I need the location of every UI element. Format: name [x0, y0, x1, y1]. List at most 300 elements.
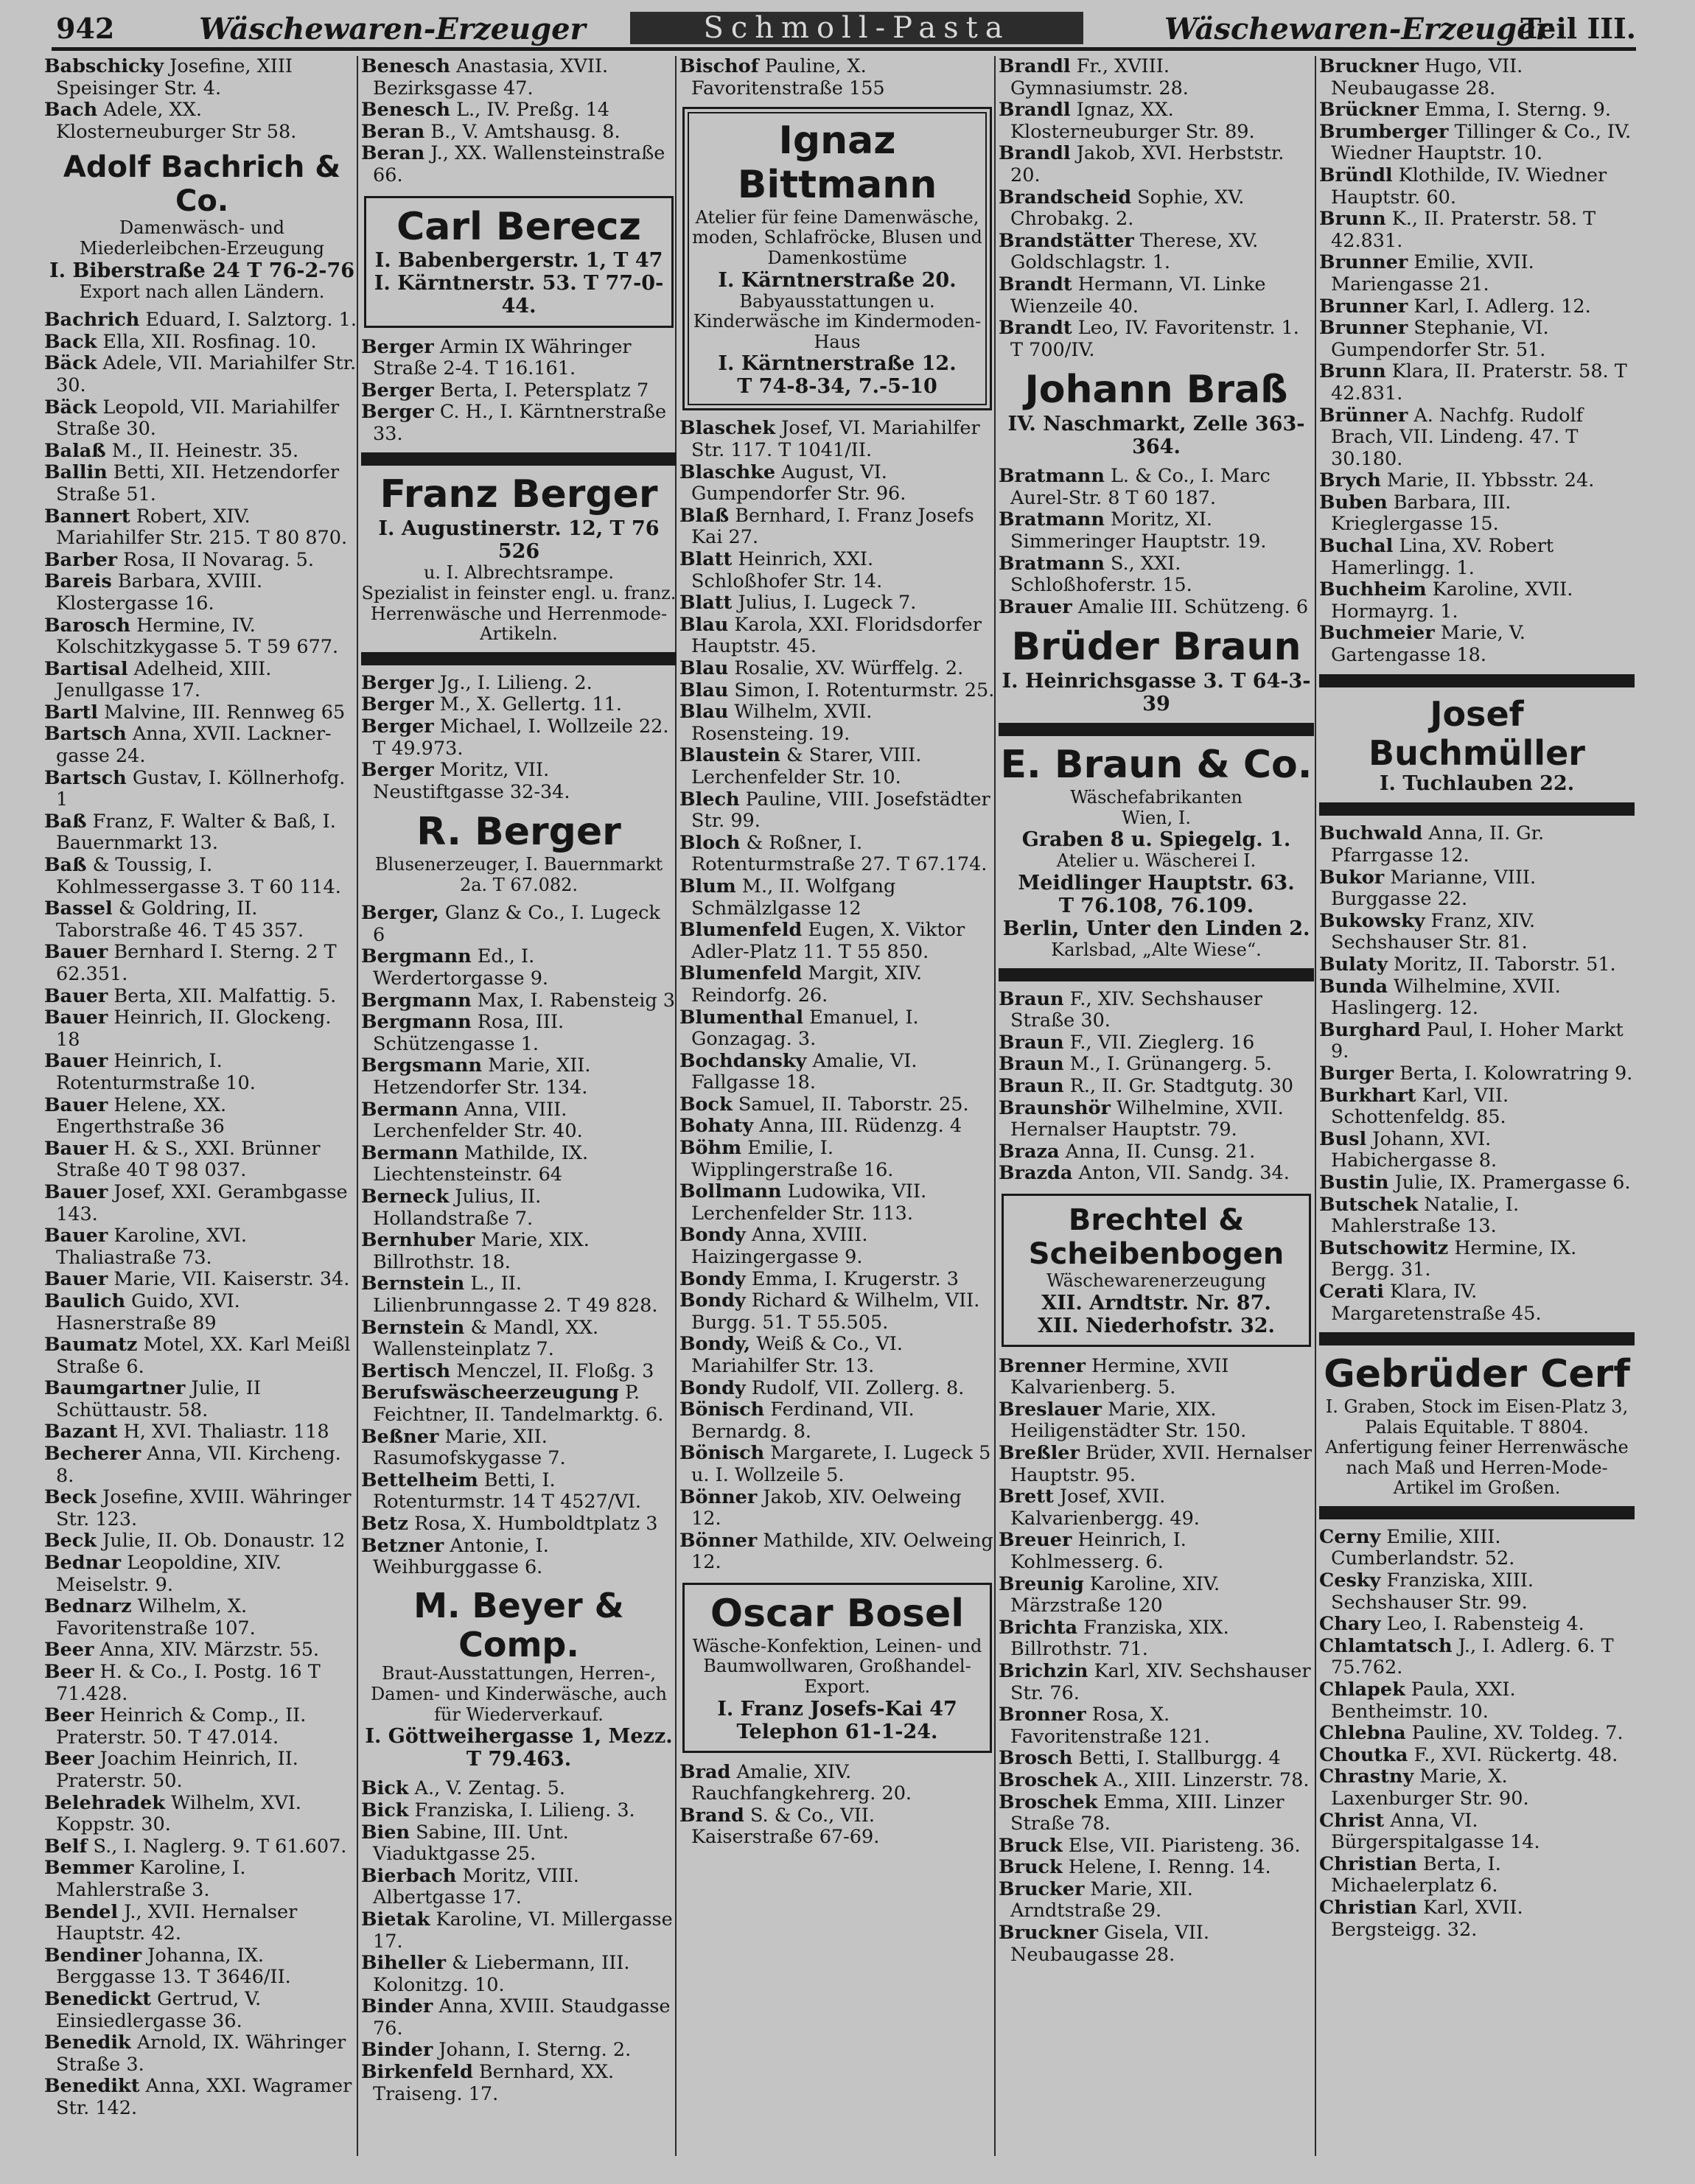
entry-surname: Brunn — [1319, 208, 1386, 231]
entry-surname: Blau — [679, 613, 729, 636]
directory-entry — [44, 702, 360, 724]
directory-entry — [1319, 209, 1635, 252]
entry-details: Heinrich, XXI. Schloßhofer Str. 14. — [691, 548, 883, 592]
entry-details: Leopoldine, XIV. Meiselstr. 9. — [56, 1552, 282, 1596]
directory-entry — [361, 380, 677, 402]
entry-details: Hermine, IX. Bergg. 31. — [1331, 1236, 1577, 1281]
entry-surname: Cesky — [1319, 1569, 1381, 1592]
directory-entry — [679, 1334, 995, 1377]
page-header — [52, 7, 1636, 50]
ad-line: XII. Arndtstr. Nr. 87. — [1041, 1291, 1271, 1315]
entry-details: Marie, X. Laxenburger Str. 90. — [1331, 1765, 1529, 1810]
entry-details: S., I. Naglerg. 9. T 61.607. — [93, 1835, 347, 1858]
entry-details: Amalie, XIV. Rauchfangkehrerg. 20. — [691, 1760, 912, 1805]
directory-entry — [999, 1748, 1314, 1770]
directory-entry — [999, 1792, 1314, 1835]
entry-surname: Blau — [679, 657, 729, 680]
entry-details: & Mandl, XX. Wallensteinplatz 7. — [373, 1316, 599, 1361]
entry-surname: Bock — [679, 1093, 733, 1116]
header-section-right: Wäschewaren-Erzeuger — [1164, 12, 1551, 46]
entry-surname: Braun — [999, 1031, 1064, 1054]
entry-surname: Brandscheid — [999, 186, 1132, 209]
entry-surname: Babschicky — [44, 55, 164, 77]
entry-surname: Bertisch — [361, 1359, 451, 1382]
ad-line: T 74-8-34, 7.-5-10 — [737, 375, 937, 399]
entry-details: Wilhelmine, XVII. Hernalser Hauptstr. 79. — [1010, 1096, 1284, 1141]
directory-entry — [361, 402, 677, 445]
directory-entry — [361, 99, 677, 122]
directory-entry — [999, 56, 1314, 99]
entry-details: Marie, XIX. Billrothstr. 18. — [373, 1229, 590, 1273]
ad-title: Brüder Braun — [1011, 625, 1301, 670]
ad-title: Ignaz Bittmann — [737, 119, 937, 207]
directory-entry — [1319, 296, 1635, 318]
entry-details: M., I. Grünangerg. 5. — [1069, 1053, 1272, 1076]
directory-entry — [1319, 1020, 1635, 1063]
entry-surname: Beer — [44, 1704, 94, 1727]
entry-details: & Goldring, II. Taborstraße 46. T 45 357. — [56, 897, 304, 942]
entry-surname: Christian — [1319, 1896, 1417, 1919]
advertisement — [1319, 1332, 1635, 1519]
entry-surname: Bien — [361, 1821, 410, 1844]
directory-entry — [1319, 1766, 1635, 1810]
column-4 — [999, 56, 1314, 1966]
entry-surname: Berneck — [361, 1186, 450, 1208]
entry-surname: Bulaty — [1319, 953, 1388, 976]
directory-entry — [44, 1530, 360, 1553]
entry-details: Antonie, I. Weihburggasse 6. — [373, 1534, 549, 1579]
entry-details: Moritz, VII. Neustiftgasse 32-34. — [373, 759, 570, 803]
entry-details: Weiß & Co., VI. Mariahilfer Str. 13. — [691, 1333, 903, 1378]
directory-entry — [1319, 1745, 1635, 1767]
entry-details: Menczel, II. Floßg. 3 — [456, 1359, 654, 1382]
entry-surname: Bondy, — [679, 1333, 751, 1356]
entry-details: Glanz & Co., I. Lugeck 6 — [373, 902, 660, 946]
directory-entry — [44, 1749, 360, 1792]
ad-line: I. Kärntnerstr. 53. T 77-0-44. — [374, 272, 664, 318]
directory-entry — [679, 1290, 995, 1334]
advertisement — [1002, 1194, 1311, 1347]
directory-entry — [999, 1661, 1314, 1704]
directory-entry — [1319, 1172, 1635, 1194]
entry-surname: Beran — [361, 120, 425, 143]
entry-surname: Bauer — [44, 984, 108, 1007]
directory-entry — [1319, 1281, 1635, 1325]
entry-details: Anna, VIII. Lerchenfelder Str. 40. — [373, 1098, 583, 1143]
entry-surname: Baumgartner — [44, 1377, 186, 1400]
entry-surname: Bauer — [44, 1007, 108, 1029]
advertisement — [999, 626, 1314, 715]
entry-surname: Bönisch — [679, 1399, 765, 1421]
directory-entry — [44, 1269, 360, 1291]
entry-surname: Buchal — [1319, 535, 1394, 558]
directory-entry — [679, 418, 995, 461]
entry-surname: Beran — [361, 142, 425, 165]
directory-entry — [679, 701, 995, 745]
directory-entry — [999, 1770, 1314, 1792]
advertisement — [682, 107, 992, 410]
directory-entry — [44, 397, 360, 441]
directory-entry — [679, 1007, 995, 1051]
entry-details: Emanuel, I. Gonzagag. 3. — [691, 1006, 919, 1051]
entry-surname: Biheller — [361, 1952, 447, 1975]
entry-details: Guido, XVI. Hasnerstraße 89 — [56, 1289, 240, 1334]
directory-entry — [361, 1055, 677, 1099]
entry-details: Anastasia, XVII. Bezirksgasse 47. — [373, 55, 609, 99]
directory-entry — [679, 658, 995, 680]
directory-entry — [44, 1291, 360, 1334]
entry-surname: Bergmann — [361, 945, 472, 968]
entry-details: Emilie, I. Wipplingerstraße 16. — [691, 1137, 894, 1181]
directory-entry — [1319, 252, 1635, 295]
entry-details: Rosa, X. Favoritenstraße 121. — [1010, 1704, 1210, 1748]
entry-details: Klara, II. Praterstr. 58. T 42.831. — [1331, 360, 1627, 405]
directory-entry — [999, 1835, 1314, 1858]
entry-surname: Bartisal — [44, 657, 128, 680]
column-1 — [44, 56, 360, 2119]
entry-surname: Bermann — [361, 1141, 458, 1164]
directory-entry — [361, 1513, 677, 1536]
entry-details: Heinrich & Comp., II. Praterstr. 50. T 47.014. — [56, 1704, 307, 1749]
entry-surname: Butschek — [1319, 1193, 1419, 1216]
directory-entry — [44, 1334, 360, 1378]
directory-entry — [1319, 318, 1635, 361]
entry-details: Sabine, III. Unt. Viaduktgasse 25. — [373, 1821, 569, 1866]
entry-details: L. & Co., I. Marc Aurel-Str. 8 T 60 187. — [1010, 465, 1271, 509]
header-part: Teil III. — [1520, 12, 1636, 45]
entry-details: Marie, V. Gartengasse 18. — [1331, 622, 1526, 667]
entry-surname: Braunshör — [999, 1096, 1111, 1119]
ad-rule — [1319, 1506, 1635, 1519]
entry-surname: Beßner — [361, 1425, 439, 1448]
directory-entry — [679, 680, 995, 702]
ad-line: Meidlinger Hauptstr. 63. — [1018, 871, 1295, 895]
entry-details: Bernhard, XX. Traiseng. 17. — [373, 2061, 615, 2105]
directory-entry — [44, 1443, 360, 1487]
entry-details: B., V. Amtshausg. 8. — [430, 120, 621, 143]
ad-rule — [361, 652, 677, 665]
directory-entry — [44, 1858, 360, 1901]
entry-surname: Brucker — [999, 1877, 1085, 1900]
entry-details: Josefine, XVIII. Währinger Str. 123. — [56, 1486, 352, 1530]
directory-entry — [44, 353, 360, 396]
directory-entry — [679, 505, 995, 549]
entry-details: Rosalie, XV. Würffelg. 2. — [734, 657, 964, 680]
directory-entry — [44, 768, 360, 811]
directory-entry — [44, 724, 360, 767]
entry-details: Emma, I. Krugerstr. 3 — [751, 1267, 959, 1290]
directory-entry — [44, 1793, 360, 1836]
entry-surname: Benedik — [44, 2031, 131, 2054]
directory-entry — [679, 1805, 995, 1849]
entry-details: Heinrich, I. Rotenturmstraße 10. — [56, 1050, 256, 1094]
entry-details: Berta, I. Michaelerplatz 6. — [1331, 1852, 1501, 1897]
directory-entry — [999, 1922, 1314, 1966]
entry-surname: Bruck — [999, 1834, 1063, 1857]
entry-details: Mathilde, IX. Liechtensteinstr. 64 — [373, 1141, 589, 1186]
entry-details: Berta, XII. Malfattig. 5. — [113, 984, 337, 1007]
entry-details: Jakob, XIV. Oelweing 12. — [691, 1485, 962, 1530]
column-5 — [1319, 56, 1635, 1941]
entry-details: Anna, XIV. Märzstr. 55. — [99, 1639, 320, 1662]
entry-surname: Bondy — [679, 1267, 746, 1290]
entry-surname: Blaustein — [679, 744, 780, 767]
directory-entry — [679, 1487, 995, 1530]
entry-details: F., XVI. Rückertg. 48. — [1413, 1743, 1618, 1766]
entry-surname: Brückner — [1319, 99, 1419, 122]
entry-details: Anna, XVII. Lacknergasse 24. — [56, 723, 332, 768]
entry-details: Tillinger & Co., IV. Wiedner Hauptstr. 10. — [1331, 120, 1632, 165]
entry-surname: Bartl — [44, 701, 98, 724]
entry-surname: Betzner — [361, 1534, 444, 1557]
entry-details: August, VI. Gumpendorfer Str. 96. — [691, 461, 906, 505]
entry-details: Ella, XII. Rosfinag. 10. — [102, 330, 317, 353]
entry-surname: Braun — [999, 987, 1064, 1010]
entry-surname: Berger — [361, 693, 434, 716]
entry-surname: Chlapek — [1319, 1679, 1405, 1701]
entry-details: Marie, VII. Kaiserstr. 34. — [113, 1268, 350, 1291]
directory-entry — [679, 1094, 995, 1116]
ad-line: Spezialist in feinster engl. u. franz. Herrenwäsche und Herrenmode-Artikeln. — [361, 582, 677, 645]
entry-surname: Christ — [1319, 1809, 1385, 1832]
directory-entry — [44, 56, 360, 99]
directory-entry — [361, 990, 677, 1012]
entry-surname: Brunner — [1319, 317, 1408, 340]
entry-details: Lina, XV. Robert Hamerlingg. 1. — [1331, 535, 1554, 579]
entry-surname: Bauer — [44, 1137, 108, 1160]
entry-details: Julius, I. Lugeck 7. — [738, 592, 917, 615]
entry-details: Simon, I. Rotenturmstr. 25. — [734, 679, 995, 701]
entry-surname: Beck — [44, 1486, 97, 1509]
directory-entry — [44, 942, 360, 985]
entry-details: Arnold, IX. Währinger Straße 3. — [56, 2031, 346, 2076]
entry-details: Karola, XXI. Floridsdorfer Hauptstr. 45. — [691, 613, 982, 658]
entry-details: Anna, II. Gr. Pfarrgasse 12. — [1331, 822, 1545, 867]
entry-surname: Buchmeier — [1319, 622, 1435, 645]
directory-entry — [361, 122, 677, 144]
entry-surname: Benesch — [361, 99, 450, 122]
entry-surname: Cerati — [1319, 1280, 1384, 1303]
directory-entry — [44, 309, 360, 332]
entry-surname: Breunig — [999, 1572, 1084, 1595]
entry-surname: Braun — [999, 1074, 1064, 1097]
entry-details: Anton, VII. Sandg. 34. — [1078, 1162, 1290, 1185]
entry-details: Ferdinand, VII. Bernardg. 8. — [691, 1399, 915, 1443]
entry-details: Betti, I. Stallburgg. 4 — [1078, 1747, 1281, 1770]
ad-line: u. I. Albrechtsrampe. — [423, 562, 615, 584]
directory-entry — [1319, 492, 1635, 536]
entry-surname: Bönner — [679, 1485, 758, 1508]
entry-details: Franz, F. Walter & Baß, I. Bauernmarkt 13. — [56, 810, 336, 855]
directory-entry — [361, 694, 677, 716]
directory-entry — [44, 99, 360, 143]
entry-details: Hermine, XVII Kalvarienberg. 5. — [1010, 1354, 1229, 1399]
directory-entry — [999, 1032, 1314, 1054]
entry-details: Anna, XVIII. Haizingergasse 9. — [691, 1224, 868, 1269]
directory-entry — [361, 1186, 677, 1230]
directory-entry — [679, 963, 995, 1007]
entry-surname: Broschek — [999, 1768, 1098, 1791]
entry-details: Emma, I. Sterng. 9. — [1425, 99, 1611, 122]
entry-details: Gertrud, V. Einsiedlergasse 36. — [56, 1987, 262, 2032]
directory-entry — [361, 716, 677, 760]
directory-entry — [361, 1382, 677, 1426]
entry-surname: Blumenthal — [679, 1006, 804, 1029]
advertisement — [44, 150, 360, 302]
directory-entry — [1319, 361, 1635, 405]
entry-details: Fr., XVIII. Gymnasiumstr. 28. — [1010, 55, 1189, 99]
ad-line: I. Biberstraße 24 T 76-2-76 — [49, 259, 355, 282]
entry-details: Jg., I. Lilieng. 2. — [439, 671, 593, 694]
directory-entry — [1319, 954, 1635, 976]
ad-line: IV. Naschmarkt, Zelle 363-364. — [1007, 413, 1305, 459]
entry-surname: Brumberger — [1319, 120, 1449, 143]
entry-details: Betti, XII. Hetzendorfer Straße 51. — [56, 461, 340, 505]
directory-entry — [44, 855, 360, 898]
directory-entry — [999, 274, 1314, 318]
directory-entry — [999, 1399, 1314, 1443]
directory-entry — [361, 1822, 677, 1866]
directory-entry — [679, 1378, 995, 1400]
entry-details: Pauline, VIII. Josefstädter Str. 99. — [691, 788, 990, 833]
entry-details: Jakob, XVI. Herbststr. 20. — [1010, 142, 1285, 186]
entry-details: Wilhelm, X. Favoritenstraße 107. — [56, 1595, 256, 1639]
directory-entry — [679, 1762, 995, 1805]
entry-details: Marie, II. Ybbsstr. 24. — [1386, 469, 1595, 492]
entry-surname: Bondy — [679, 1224, 746, 1247]
entry-details: Eugen, X. Viktor Adler-Platz 11. T 55 850. — [691, 919, 965, 963]
entry-surname: Brenner — [999, 1354, 1086, 1377]
ad-line: Wien, I. — [1122, 807, 1191, 828]
advertisement — [361, 1586, 677, 1771]
entry-details: F., VII. Zieglerg. 16 — [1069, 1031, 1255, 1054]
entry-surname: Chlebna — [1319, 1722, 1406, 1745]
entry-surname: Bischof — [679, 55, 759, 77]
entry-details: & Liebermann, III. Kolonitzg. 10. — [373, 1952, 630, 1996]
ad-line: I. Göttweihergasse 1, Mezz. T 79.463. — [365, 1725, 673, 1771]
entry-surname: Blumenfeld — [679, 919, 803, 942]
directory-entry — [679, 833, 995, 876]
entry-surname: Brosch — [999, 1747, 1073, 1770]
directory-entry — [1319, 1723, 1635, 1745]
ad-rule — [1319, 674, 1635, 687]
advertisement — [999, 723, 1314, 981]
directory-entry — [999, 1163, 1314, 1185]
entry-surname: Bönisch — [679, 1442, 765, 1465]
advertisement — [999, 368, 1314, 458]
directory-entry — [999, 1857, 1314, 1879]
entry-details: S., XXI. Schloßhoferstr. 15. — [1010, 552, 1192, 597]
entry-details: S. & Co., VII. Kaiserstraße 67-69. — [691, 1804, 880, 1849]
entry-surname: Binder — [361, 2039, 433, 2062]
ad-line: I. Kärntnerstraße 12. — [718, 352, 957, 376]
entry-surname: Braun — [999, 1053, 1064, 1076]
directory-entry — [361, 1273, 677, 1317]
directory-entry — [1319, 1614, 1635, 1636]
ad-line: I. Kärntnerstraße 20. — [718, 268, 957, 292]
entry-details: Richard & Wilhelm, VII. Burgg. 51. T 55.505. — [691, 1289, 980, 1334]
entry-surname: Chary — [1319, 1613, 1381, 1636]
directory-entry — [44, 1378, 360, 1421]
entry-surname: Bemmer — [44, 1857, 134, 1880]
directory-entry — [999, 1879, 1314, 1922]
entry-details: Johanna, IX. Berggasse 13. T 3646/II. — [56, 1944, 291, 1989]
directory-entry — [361, 1800, 677, 1822]
directory-entry — [1319, 1527, 1635, 1570]
entry-details: Berta, I. Petersplatz 7 — [439, 379, 649, 402]
entry-surname: Brand — [679, 1804, 744, 1827]
entry-details: Moritz, II. Taborstr. 51. — [1394, 953, 1616, 976]
entry-details: Karl, XVII. Bergsteigg. 32. — [1331, 1896, 1523, 1941]
directory-entry — [999, 1574, 1314, 1617]
entry-surname: Burger — [1319, 1062, 1394, 1085]
entry-details: Emma, XIII. Linzer Straße 78. — [1010, 1791, 1285, 1835]
directory-entry — [999, 1617, 1314, 1661]
directory-entry — [361, 1470, 677, 1513]
entry-surname: Bartsch — [44, 766, 127, 789]
ad-title: Oscar Bosel — [710, 1591, 965, 1636]
entry-details: Moritz, XI. Simmeringer Hauptstr. 19. — [1010, 508, 1267, 553]
entry-details: Anna, III. Rüdenzg. 4 — [759, 1115, 962, 1138]
entry-details: Brüder, XVII. Hernalser Hauptstr. 95. — [1010, 1442, 1313, 1486]
entry-surname: Breslauer — [999, 1398, 1102, 1421]
entry-surname: Bick — [361, 1799, 409, 1821]
entry-details: Karoline, VI. Millergasse 17. — [373, 1908, 673, 1953]
entry-surname: Ballin — [44, 461, 108, 484]
directory-entry — [44, 1182, 360, 1225]
directory-entry — [44, 1662, 360, 1705]
entry-details: Julius, II. Hollandstraße 7. — [373, 1186, 542, 1230]
entry-surname: Bauer — [44, 941, 108, 964]
entry-details: Rosa, III. Schützengasse 1. — [373, 1011, 565, 1055]
directory-entry — [1319, 1570, 1635, 1614]
directory-entry — [999, 143, 1314, 186]
entry-details: Wilhelm, XVII. Rosensteing. 19. — [691, 701, 873, 745]
entry-surname: Bach — [44, 99, 98, 122]
advertisement — [361, 811, 677, 895]
directory-entry — [44, 462, 360, 505]
entry-details: Barbara, III. Krieglergasse 15. — [1331, 491, 1511, 536]
entry-surname: Brad — [679, 1760, 731, 1783]
directory-entry — [44, 1945, 360, 1989]
entry-details: Franziska, I. Lilieng. 3. — [414, 1799, 635, 1821]
page-number: 942 — [56, 12, 115, 45]
entry-details: Karoline, XIV. Märzstraße 120 — [1010, 1572, 1220, 1617]
advertisement — [1319, 674, 1635, 816]
entry-surname: Brazda — [999, 1162, 1073, 1185]
directory-entry — [1319, 1238, 1635, 1281]
entry-surname: Bauer — [44, 1268, 108, 1291]
directory-entry — [679, 1399, 995, 1443]
entry-surname: Blau — [679, 679, 729, 701]
directory-entry — [361, 1536, 677, 1579]
entry-surname: Bauer — [44, 1093, 108, 1116]
entry-surname: Bernhuber — [361, 1229, 475, 1252]
entry-details: Amalie III. Schützeng. 6 — [1077, 595, 1309, 618]
directory-entry — [44, 811, 360, 855]
entry-surname: Baulich — [44, 1289, 126, 1312]
entry-details: Berta, I. Kolowratring 9. — [1399, 1062, 1633, 1085]
directory-entry — [361, 1909, 677, 1953]
entry-surname: Buben — [1319, 491, 1388, 514]
entry-details: Robert, XIV. Mariahilfer Str. 215. T 80 870. — [56, 505, 348, 550]
entry-surname: Binder — [361, 1995, 433, 2018]
entry-surname: Bukor — [1319, 866, 1385, 889]
directory-entry — [679, 1116, 995, 1138]
entry-details: Malvine, III. Rennweg 65 — [104, 701, 346, 724]
entry-surname: Bochdansky — [679, 1049, 807, 1072]
ad-title: Carl Berecz — [396, 204, 641, 249]
